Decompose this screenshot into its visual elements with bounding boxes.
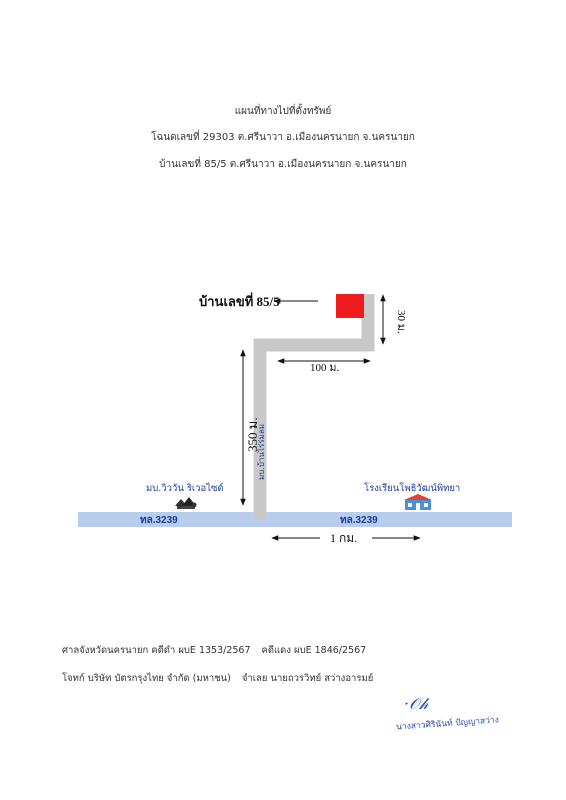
village-label: มบ.วิววัน ริเวอไซด์ <box>146 483 224 494</box>
school-label: โรงเรียนโพธิวัฒน์พิทยา <box>364 483 461 494</box>
map-title: แผนที่ทางไปที่ตั้งทรัพย์ <box>234 106 332 117</box>
distance-30m-label: 30 ม. <box>395 310 407 334</box>
distance-100m-label: 100 ม. <box>310 362 340 374</box>
defendant-text: จำเลย นายถวรวิทย์ สว่างอารมย์ <box>241 673 374 684</box>
signer-name: นางสาวศิรินันท์ ปัญญาสว่าง <box>395 715 500 733</box>
house-address-line: บ้านเลขที่ 85/5 ต.ศรีนาวา อ.เมืองนครนายก จ.นครนายก <box>159 159 407 170</box>
road-number-right: ทล.3239 <box>340 515 378 526</box>
village-house-icon <box>175 497 197 509</box>
court-case-line <box>62 643 374 658</box>
court-case-black: ศาลจังหวัดนครนายก คดีดำ ผบE 1353/2567 <box>62 645 251 656</box>
side-road <box>260 294 368 520</box>
deed-line: โฉนดเลขที่ 29303 ต.ศรีนาวา อ.เมืองนครนายก จ.นครนายก <box>151 132 415 143</box>
distance-1km-label: 1 กม. <box>330 531 358 545</box>
plaintiff-text: โจทก์ บริษัท บัตรกรุงไทย จำกัด (มหาชน) <box>62 673 231 684</box>
school-building-icon <box>404 494 432 510</box>
house-label: บ้านเลขที่ 85/5 <box>199 294 280 309</box>
parties-line <box>62 671 381 686</box>
court-case-red: คดีแดง ผบE 1846/2567 <box>261 645 367 656</box>
side-road-label: มบ.บ้านไร่ร่มลม <box>257 424 266 480</box>
house-marker <box>336 294 364 318</box>
road-number-left: ทล.3239 <box>140 515 178 526</box>
signature-scribble: ·𝒪𝒽 <box>404 694 429 713</box>
distance-350m-label: 350 ม. <box>245 417 260 452</box>
